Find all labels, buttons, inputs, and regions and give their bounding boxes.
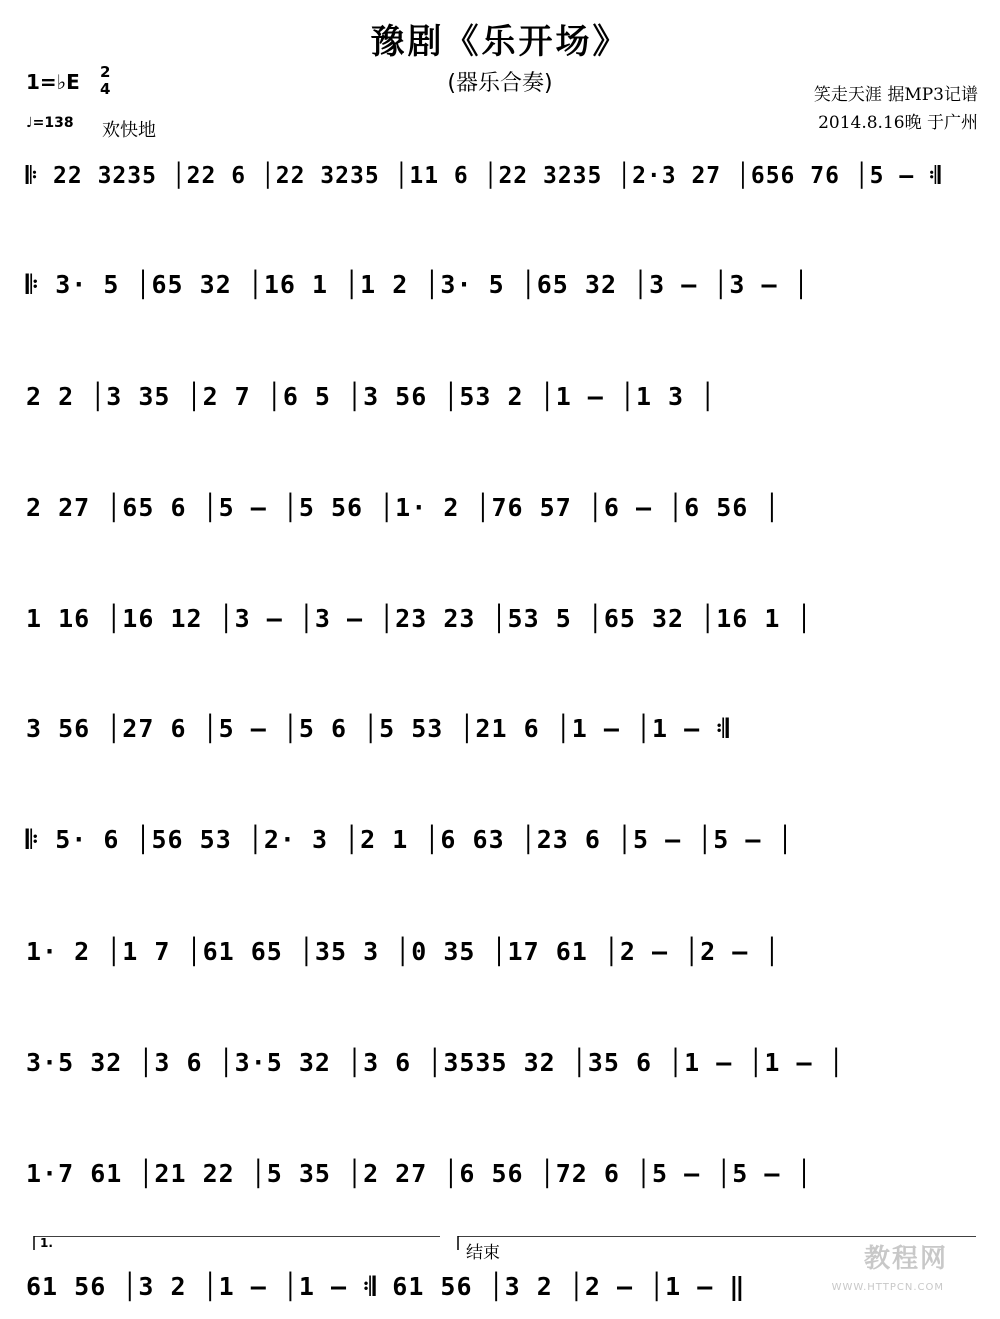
score-line-4	[0, 468, 1000, 548]
tempo-mark: ♩=138	[26, 115, 74, 131]
time-signature	[100, 64, 110, 98]
score-line-text: 61 56 │3 2 │1 – │1 – 𝄇 61 56 │3 2 │2 – │1 – ‖	[26, 1272, 746, 1301]
score-line-8	[0, 912, 1000, 992]
ending-label: 结束	[466, 1243, 500, 1263]
score-line-text: 1 16 │16 12 │3 – │3 – │23 23 │53 5 │65 32 │16 1 │	[26, 604, 813, 633]
page-subtitle: (器乐合奏)	[447, 71, 553, 96]
score-line-5	[0, 579, 1000, 659]
score-line-3	[0, 357, 1000, 437]
credit-line-2: 2014.8.16晚 于广州	[818, 113, 978, 133]
score-line-10	[0, 1134, 1000, 1214]
score-line-2	[0, 246, 1000, 326]
watermark-text: 教程网	[863, 1244, 948, 1274]
score-line-1	[0, 135, 1000, 215]
time-signature-bottom: 4	[100, 80, 111, 98]
page-title: 豫剧《乐开场》	[370, 22, 630, 62]
score-line-text: 2 2 │3 35 │2 7 │6 5 │3 56 │53 2 │1 – │1 3 │	[26, 382, 717, 411]
credit-line-1: 笑走天涯 据MP3记谱	[813, 85, 978, 105]
score-line-9	[0, 1023, 1000, 1103]
volta-label: 1.	[40, 1236, 53, 1250]
score-line-text: 1·7 61 │21 22 │5 35 │2 27 │6 56 │72 6 │5 – │5 – │	[26, 1159, 813, 1188]
tempo-marking: 欢快地	[102, 120, 156, 141]
score-line-text: 3·5 32 │3 6 │3·5 32 │3 6 │3535 32 │35 6 │1 – │1 – │	[26, 1048, 845, 1077]
score-line-text: 2 27 │65 6 │5 – │5 56 │1· 2 │76 57 │6 – │6 56 │	[26, 493, 781, 522]
score-line-7	[0, 801, 1000, 881]
watermark	[788, 1239, 978, 1309]
score-line-text: 1· 2 │1 7 │61 65 │35 3 │0 35 │17 61 │2 – │2 – │	[26, 937, 781, 966]
score-line-text: 𝄆 22 3235 │22 6 │22 3235 │11 6 │22 3235 │2·3 27 │656 76 │5 – 𝄇	[26, 163, 942, 189]
score-line-text: 𝄆 3· 5 │65 32 │16 1 │1 2 │3· 5 │65 32 │3 – │3 – │	[26, 270, 810, 299]
watermark-url: WWW.HTTPCN.COM	[831, 1282, 944, 1293]
score-line-text: 𝄆 5· 6 │56 53 │2· 3 │2 1 │6 63 │23 6 │5 – │5 – │	[26, 825, 794, 854]
score-line-text: 3 56 │27 6 │5 – │5 6 │5 53 │21 6 │1 – │1 – 𝄇	[26, 714, 730, 743]
score-line-6	[0, 690, 1000, 770]
key-signature: 1=♭E	[26, 70, 80, 94]
time-signature-top: 2	[100, 63, 111, 81]
